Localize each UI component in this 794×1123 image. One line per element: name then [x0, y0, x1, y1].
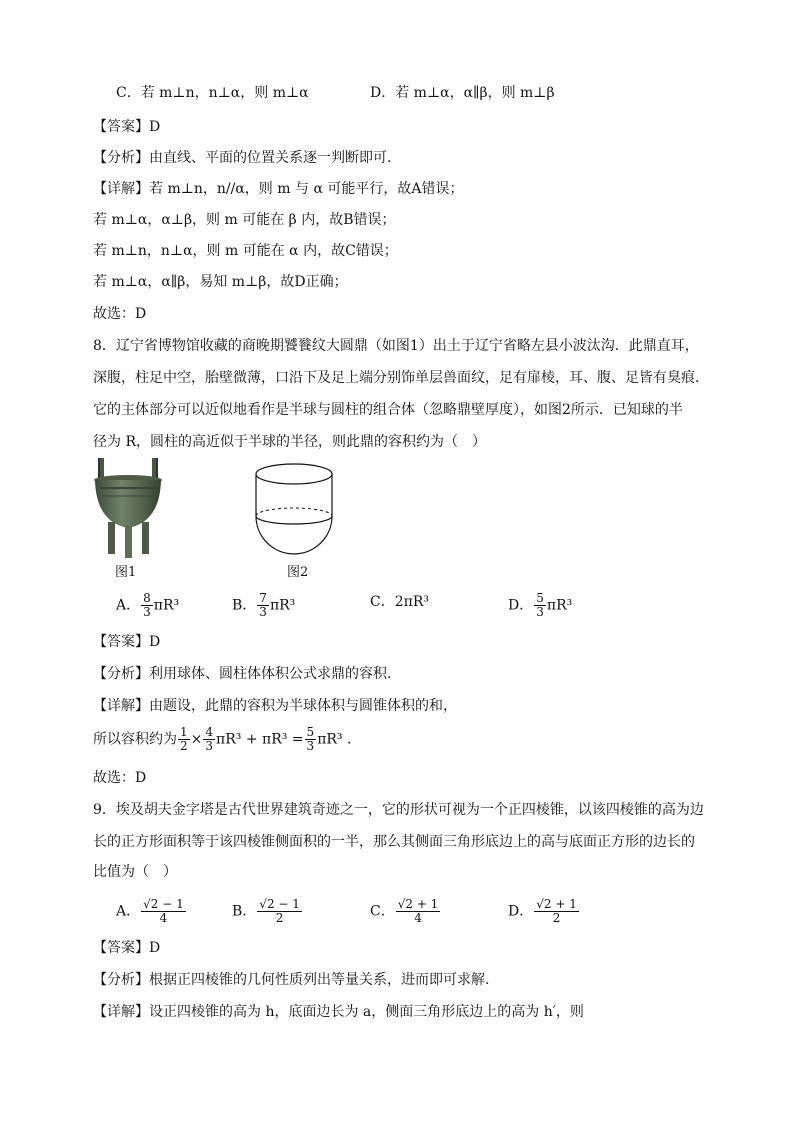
q8-option-c: C．2πR³: [370, 594, 429, 610]
q9-option-a: A． $\frac{√2 - 1}{4}$: [116, 897, 184, 925]
q7-detail-3: 若 m⊥n，n⊥α，则 m 可能在 α 内，故C错误；: [93, 243, 398, 259]
geometry-figure-2: [248, 462, 340, 560]
q9-detail: 【详解】设正四棱锥的高为 h，底面边长为 a，侧面三角形底边上的高为 h′，则: [93, 1004, 584, 1020]
q8-stem-1: 8．辽宁省博物馆收藏的商晚期饕餮纹大圆鼎（如图1）出土于辽宁省略左县小波汰沟．此鼎直耳，: [93, 338, 699, 354]
q8-stem-2: 深腹，柱足中空，胎壁微薄，口沿下及足上端分别饰单层兽面纹，足有扉棱，耳、腹、足皆有臭痕．: [93, 370, 709, 386]
q7-choose: 故选：D: [93, 306, 147, 322]
q9-option-b: B． $\frac{√2 - 1}{2}$: [232, 897, 300, 925]
q9-stem-3: 比值为（ ）: [93, 864, 177, 880]
cylinder-bottom-back-dashed: [256, 508, 332, 516]
q8-answer: 【答案】D: [93, 634, 161, 650]
q9-analysis: 【分析】根据正四棱锥的几何性质列出等量关系，进而即可求解.: [93, 972, 490, 988]
q7-answer: 【答案】D: [93, 119, 161, 135]
q9-option-d: D． $\frac{√2 + 1}{2}$: [508, 897, 577, 925]
q9-stem-2: 长的正方形面积等于该四棱锥侧面积的一半，那么其侧面三角形底边上的高与底面正方形的边长的: [93, 834, 695, 850]
q8-analysis: 【分析】利用球体、圆柱体体积公式求鼎的容积.: [93, 666, 392, 682]
q9-stem-1: 9．埃及胡夫金字塔是古代世界建筑奇迹之一，它的形状可视为一个正四棱锥，以该四棱锥的高为边: [93, 802, 704, 818]
q8-option-b: B． $\frac{7}{3}$ πR³: [232, 591, 296, 619]
q9-answer: 【答案】D: [93, 940, 161, 956]
q8-option-d: D． $\frac{5}{3}$ πR³: [508, 591, 573, 619]
q7-detail-1: 【详解】若 m⊥n，n//α，则 m 与 α 可能平行，故A错误；: [93, 181, 464, 197]
q8-stem-4: 径为 R，圆柱的高近似于半球的半径，则此鼎的容积约为（ ）: [93, 434, 486, 450]
ding-photo-figure: [92, 456, 164, 560]
q7-detail-4: 若 m⊥α，α∥β，易知 m⊥β，故D正确；: [93, 274, 348, 290]
q8-choose: 故选：D: [93, 770, 147, 786]
q7-detail-2: 若 m⊥α，α⊥β，则 m 可能在 β 内，故B错误；: [93, 212, 396, 228]
figure-1-caption: 图1: [115, 565, 137, 580]
q8-detail: 【详解】由题设，此鼎的容积为半球体积与圆锥体积的和，: [93, 698, 457, 714]
cylinder-top-ellipse: [256, 464, 332, 484]
cylinder-bottom-front: [256, 516, 332, 524]
figure-2-caption: 图2: [287, 565, 309, 580]
q7-option-d: D．若 m⊥α，α∥β，则 m⊥β: [370, 85, 555, 101]
q8-option-a: A． $\frac{8}{3}$ πR³: [116, 591, 180, 619]
q9-option-c: C． $\frac{√2 + 1}{4}$: [370, 897, 439, 925]
q7-option-c: C．若 m⊥n，n⊥α，则 m⊥α: [116, 85, 309, 101]
q8-formula: 所以容积约为 $\frac{1}{2}$ × $\frac{4}{3}$ πR³ + πR³ = $\frac{5}{3}$ πR³ .: [93, 725, 352, 753]
q7-analysis: 【分析】由直线、平面的位置关系逐一判断即可.: [93, 150, 392, 166]
q8-stem-3: 它的主体部分可以近似地看作是半球与圆柱的组合体（忽略鼎壁厚度），如图2所示．已知球的半: [93, 402, 683, 418]
